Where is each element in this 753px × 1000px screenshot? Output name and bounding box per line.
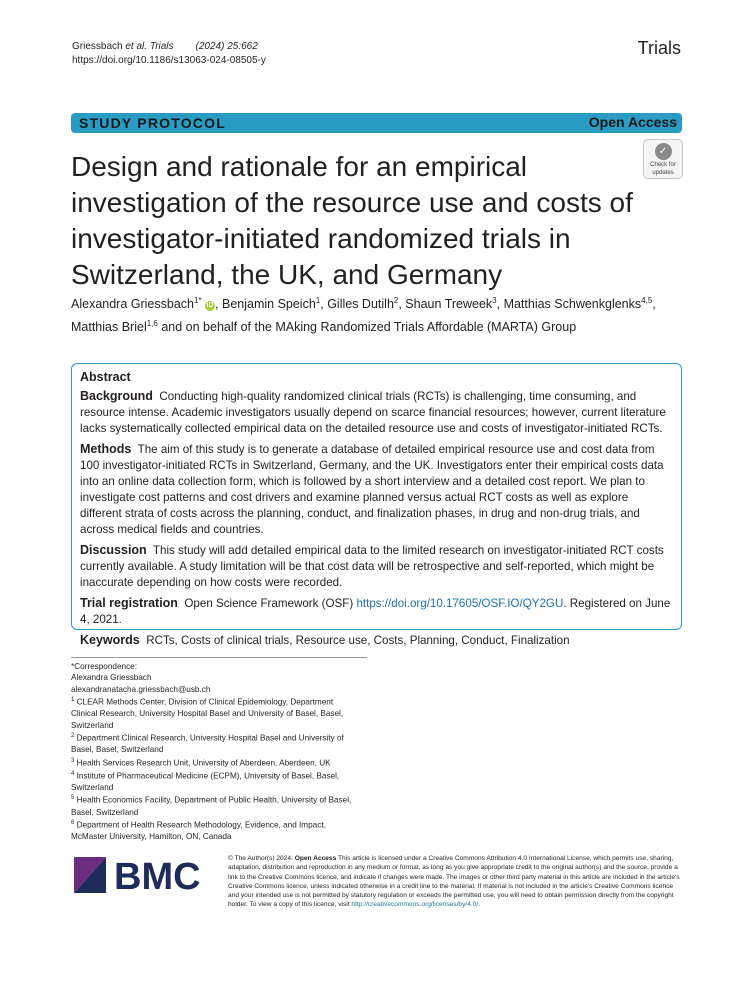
trial-registration-text: Open Science Framework (OSF) [184, 597, 354, 610]
header-doi[interactable]: https://doi.org/10.1186/s13063-024-08505-y [72, 55, 266, 66]
header-et-al: et al. [125, 41, 148, 52]
bmc-logo-text: BMC [114, 856, 201, 893]
affiliation-num: 1 [71, 697, 75, 704]
affiliation-num: 2 [71, 733, 75, 740]
correspondence-name: Alexandra Griessbach [71, 673, 152, 683]
author-affil: 1 [315, 296, 321, 305]
header-year-volume: (2024) 25:662 [195, 41, 258, 52]
license-link[interactable]: http://creativecommons.org/licenses/by/4.0/ [351, 901, 479, 909]
affiliation-item [71, 695, 361, 731]
abstract-keywords [80, 632, 673, 649]
affiliation-item [71, 756, 361, 769]
orcid-icon[interactable]: iD [206, 302, 214, 310]
author-affil: 1,6 [146, 319, 158, 329]
header-journal: Trials [149, 41, 174, 52]
footnote-divider [71, 657, 367, 658]
check-for-updates-button[interactable] [643, 139, 683, 179]
discussion-label: Discussion [80, 543, 147, 557]
license-copyright: © The Author(s) 2024. [228, 855, 293, 862]
keywords-text: RCTs, Costs of clinical trials, Resource use, Costs, Planning, Conduct, Finalization [146, 634, 570, 647]
author-affil: 1* [193, 296, 202, 305]
trial-registration-link[interactable]: https://doi.org/10.17605/OSF.IO/QY2GU [356, 597, 564, 610]
author-name[interactable]: Shaun Treweek [405, 297, 493, 312]
author-affil: 4,5 [641, 296, 653, 305]
background-label: Background [80, 389, 153, 403]
check-for-updates-line2: updates [652, 170, 674, 176]
discussion-text: This study will add detailed empirical data to the limited research on investigator-initiated RCT costs currently available. A study limitation will be that cost data will be retrospective and self-reported, which might be inaccurate depending on how costs were recorded. [80, 544, 664, 589]
article-title: Design and rationale for an empirical investigation of the resource use and costs of investigator-initiated randomized trials in Switzerland, the UK, and Germany [71, 151, 633, 290]
license-text [228, 854, 681, 910]
keywords-label: Keywords [80, 633, 140, 647]
author-group: and on behalf of the MAking Randomized Trials Affordable (MARTA) Group [161, 320, 577, 335]
article-type-banner [71, 113, 682, 133]
author-name[interactable]: Alexandra Griessbach [71, 297, 194, 312]
affiliation-text: Department of Health Research Methodology, Evidence, and Impact, McMaster University, Hamilton, ON, Canada [71, 820, 326, 842]
correspondence-label: *Correspondence: [71, 662, 137, 671]
affiliation-text: Health Economics Facility, Department of Public Health, University of Basel, Basel, Switzerland [71, 796, 352, 817]
affiliation-item [71, 769, 361, 794]
background-text: Conducting high-quality randomized clinical trials (RCTs) is challenging, time consuming, and resource intense. Academic investigators usually depend on scarce financial resources; however, current literature lacks systematically collected empirical data on the detailed resource use and costs of investigator-initiated RCTs. [80, 390, 666, 435]
author-name[interactable]: Benjamin Speich [221, 297, 316, 312]
abstract-trial-registration [80, 595, 673, 628]
affiliation-text: Department Clinical Research, University Hospital Basel and University of Basel, Basel, Switzerland [71, 733, 344, 755]
author-name[interactable]: Gilles Dutilh [327, 297, 394, 312]
article-type-label: STUDY PROTOCOL [79, 115, 226, 131]
affiliation-text: Institute of Pharmaceutical Medicine (ECPM), University of Basel, Basel, Switzerland [71, 771, 340, 792]
affiliation-text: CLEAR Methods Center, Division of Clinical Epidemiology, Department Clinical Research, University Hospital Basel and University of Basel, Basel, Switzerland [71, 697, 344, 730]
affiliation-num: 3 [71, 757, 75, 764]
affiliation-item [71, 818, 361, 843]
running-header [72, 40, 266, 68]
license-body: This article is licensed under a Creative Commons Attribution 4.0 International License, which permits use, sharing, adaptation, distribution and reproduction in any medium or format, as long as you give appropriate credit to the original author(s) and the source, provide a link to the Creative Commons licence, and indicate if changes were made. The images or other third party material in this article are included in the article's Creative Commons licence, unless indicated otherwise in a credit line to the material. If material is not included in the article's Creative Commons licence and your intended use is not permitted by statutory regulation or exceeds the permitted use, you will need to obtain permission directly from the copyright holder. To view a copy of this licence, visit [228, 855, 680, 909]
abstract-background [80, 388, 673, 437]
journal-name: Trials [637, 38, 681, 58]
abstract-box [71, 363, 682, 647]
author-name[interactable]: Matthias Briel [71, 320, 147, 335]
affiliation-num: 6 [71, 819, 75, 826]
methods-label: Methods [80, 442, 132, 456]
author-affil: 2 [393, 296, 399, 305]
license-end: . [478, 901, 481, 909]
abstract-heading: Abstract [80, 370, 131, 384]
open-access-label: Open Access [588, 114, 677, 130]
trial-registration-label: Trial registration [80, 596, 178, 610]
correspondence-email[interactable]: alexandranatacha.griessbach@usb.ch [71, 684, 211, 694]
affiliation-item [71, 793, 361, 818]
bmc-logo[interactable] [74, 853, 206, 893]
methods-text: The aim of this study is to generate a database of detailed empirical resource use and cost data from 100 investigator-initiated RCTs in Switzerland, Germany, and the UK. Investigators enter their empirical costs data into an online data collection form, which is followed by a short interview and a detailed cost report. We plan to investigate cost patterns and cost drivers and examine planned versus actual RCT costs as well as explore different strata of costs across the planning, conduct, and finalization phases, in drug and non-drug trials, and across medical fields and countries. [80, 443, 664, 536]
author-name[interactable]: Matthias Schwenkglenks [503, 297, 642, 312]
abstract-discussion [80, 542, 673, 591]
affiliation-num: 4 [71, 770, 75, 777]
footnotes [71, 661, 361, 843]
trial-registration-date: . Registered on June 4, 2021. [80, 597, 671, 626]
author-affil: 3 [492, 296, 497, 305]
affiliation-item [71, 731, 361, 756]
author-list: Alexandra Griessbach$^{1*}$ iD , Benjamin Speich$^1$, Gilles Dutilh$^2$, Shaun Treweek$^3$, Matthias Schwenkglenks$^{4,5}$, Matthias Briel$^{1,6}$ and on behalf of the MAking Randomized Trials Affordable (MARTA) Group [71, 296, 656, 335]
check-for-updates-icon: ✓ [655, 143, 672, 160]
abstract-methods [80, 441, 673, 538]
license-open-access: Open Access [294, 855, 337, 862]
affiliation-text: Health Services Research Unit, University of Aberdeen, Aberdeen, UK [76, 758, 331, 768]
check-for-updates-line1: Check for [650, 162, 676, 168]
header-author: Griessbach [72, 41, 123, 52]
affiliation-num: 5 [71, 795, 75, 802]
citation-line [72, 40, 266, 54]
